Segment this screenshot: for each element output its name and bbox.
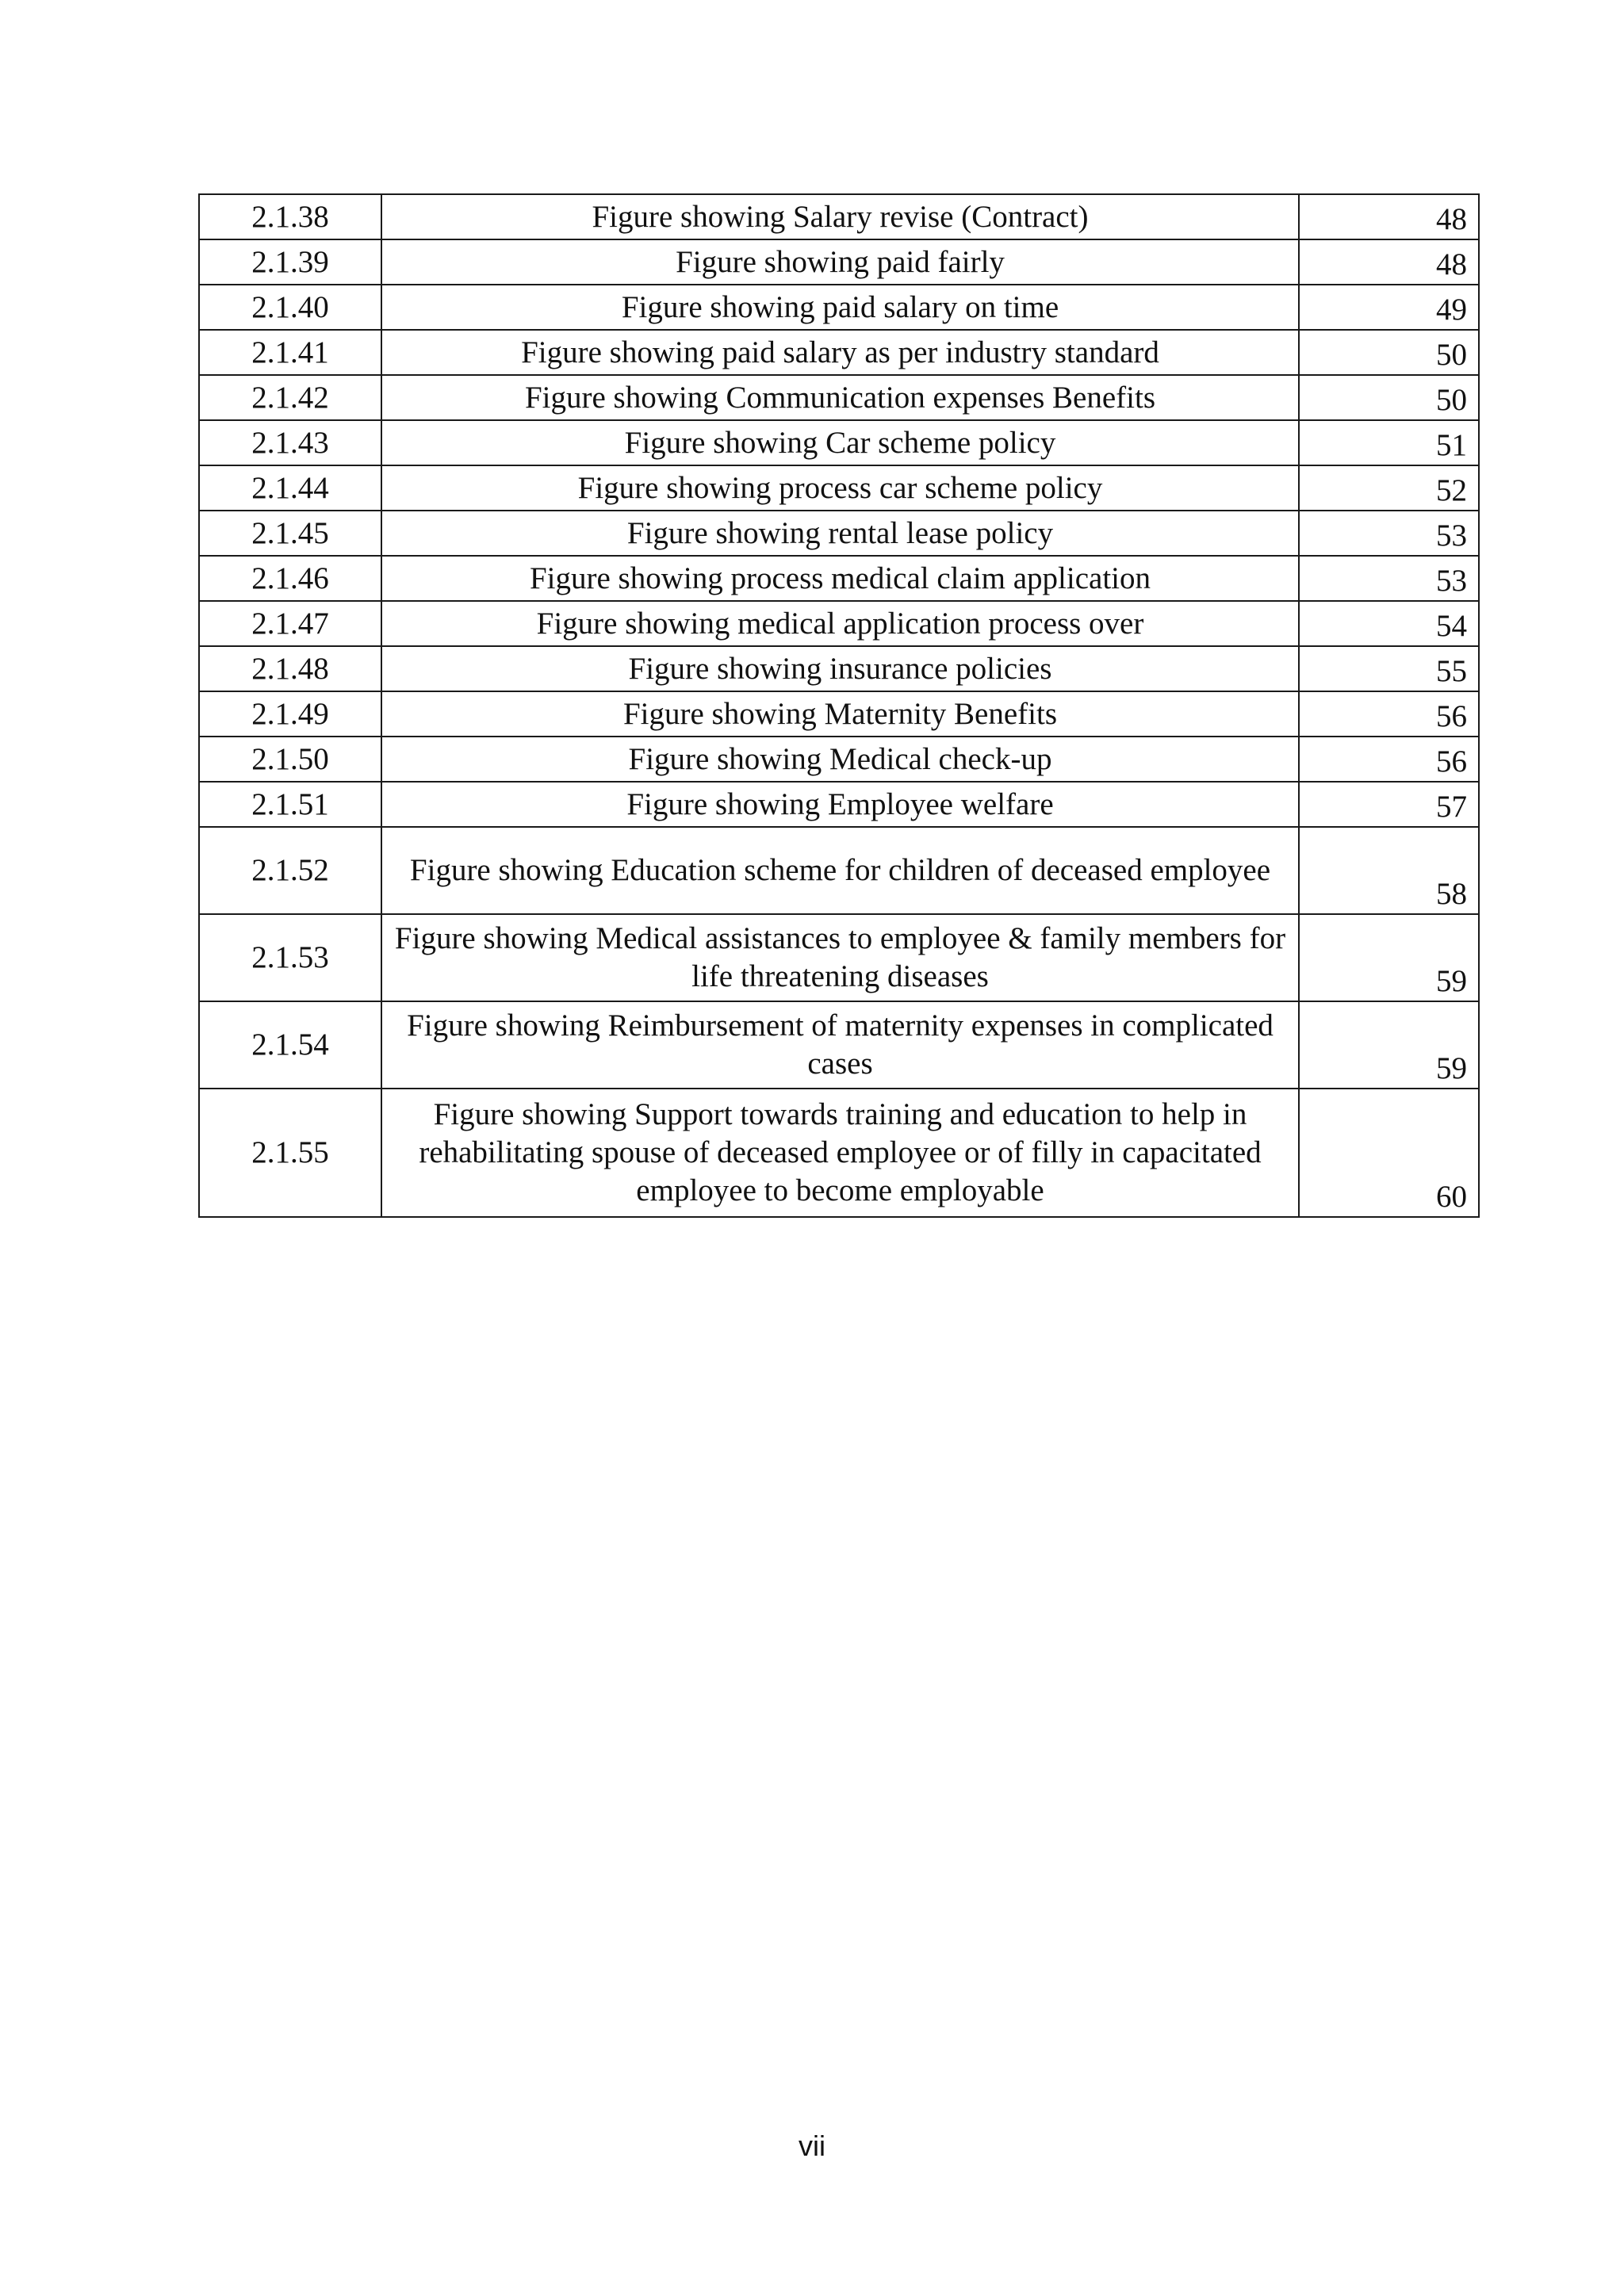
figure-title: Figure showing insurance policies [381, 646, 1299, 691]
figure-page-number: 52 [1299, 465, 1479, 511]
table-row [199, 646, 1479, 691]
figure-page-number: 58 [1299, 827, 1479, 914]
figure-number: 2.1.45 [199, 511, 381, 556]
figure-number: 2.1.49 [199, 691, 381, 737]
figure-page-number: 53 [1299, 511, 1479, 556]
table-row [199, 827, 1479, 914]
figure-title: Figure showing Support towards training and education to help in rehabilitating spouse of deceased employee or of filly in capacitated employee to become employable [381, 1089, 1299, 1217]
table-row [199, 782, 1479, 827]
figure-page-number: 48 [1299, 239, 1479, 285]
figure-title: Figure showing paid salary as per industry standard [381, 330, 1299, 375]
table-row [199, 465, 1479, 511]
figure-title: Figure showing Education scheme for children of deceased employee [381, 827, 1299, 914]
table-row [199, 914, 1479, 1001]
figure-number: 2.1.52 [199, 827, 381, 914]
table-row [199, 420, 1479, 465]
figure-title: Figure showing Reimbursement of maternity expenses in complicated cases [381, 1001, 1299, 1089]
figure-number: 2.1.42 [199, 375, 381, 420]
figure-number: 2.1.46 [199, 556, 381, 601]
table-row [199, 375, 1479, 420]
figure-number: 2.1.54 [199, 1001, 381, 1089]
figure-title: Figure showing process medical claim application [381, 556, 1299, 601]
figure-number: 2.1.51 [199, 782, 381, 827]
table-row [199, 601, 1479, 646]
figure-title: Figure showing Maternity Benefits [381, 691, 1299, 737]
figure-page-number: 56 [1299, 691, 1479, 737]
figure-title: Figure showing Medical assistances to employee & family members for life threatening diseases [381, 914, 1299, 1001]
figure-number: 2.1.40 [199, 285, 381, 330]
figure-page-number: 59 [1299, 1001, 1479, 1089]
figure-title: Figure showing paid fairly [381, 239, 1299, 285]
figure-page-number: 48 [1299, 194, 1479, 239]
figure-number: 2.1.41 [199, 330, 381, 375]
figure-page-number: 51 [1299, 420, 1479, 465]
figure-page-number: 50 [1299, 330, 1479, 375]
figure-page-number: 60 [1299, 1089, 1479, 1217]
figure-title: Figure showing process car scheme policy [381, 465, 1299, 511]
table-row [199, 330, 1479, 375]
figure-title: Figure showing Salary revise (Contract) [381, 194, 1299, 239]
list-of-figures-body [199, 194, 1479, 1217]
table-row [199, 556, 1479, 601]
figure-title: Figure showing Communication expenses Benefits [381, 375, 1299, 420]
table-row [199, 1089, 1479, 1217]
table-row [199, 285, 1479, 330]
figure-title: Figure showing Employee welfare [381, 782, 1299, 827]
figure-title: Figure showing paid salary on time [381, 285, 1299, 330]
figure-page-number: 56 [1299, 737, 1479, 782]
table-row [199, 737, 1479, 782]
figure-title: Figure showing Car scheme policy [381, 420, 1299, 465]
figure-page-number: 59 [1299, 914, 1479, 1001]
figure-number: 2.1.44 [199, 465, 381, 511]
figure-page-number: 57 [1299, 782, 1479, 827]
figure-number: 2.1.50 [199, 737, 381, 782]
figure-number: 2.1.48 [199, 646, 381, 691]
table-row [199, 194, 1479, 239]
table-row [199, 1001, 1479, 1089]
list-of-figures-table [198, 193, 1480, 1218]
figure-title: Figure showing medical application process over [381, 601, 1299, 646]
figure-number: 2.1.47 [199, 601, 381, 646]
table-row [199, 239, 1479, 285]
figure-page-number: 55 [1299, 646, 1479, 691]
figure-page-number: 50 [1299, 375, 1479, 420]
figure-title: Figure showing Medical check-up [381, 737, 1299, 782]
figure-number: 2.1.38 [199, 194, 381, 239]
figure-number: 2.1.43 [199, 420, 381, 465]
figure-page-number: 54 [1299, 601, 1479, 646]
table-row [199, 511, 1479, 556]
figure-page-number: 49 [1299, 285, 1479, 330]
figure-number: 2.1.39 [199, 239, 381, 285]
figure-title: Figure showing rental lease policy [381, 511, 1299, 556]
page-number: vii [799, 2130, 825, 2162]
table-row [199, 691, 1479, 737]
figure-number: 2.1.55 [199, 1089, 381, 1217]
figure-page-number: 53 [1299, 556, 1479, 601]
figure-number: 2.1.53 [199, 914, 381, 1001]
